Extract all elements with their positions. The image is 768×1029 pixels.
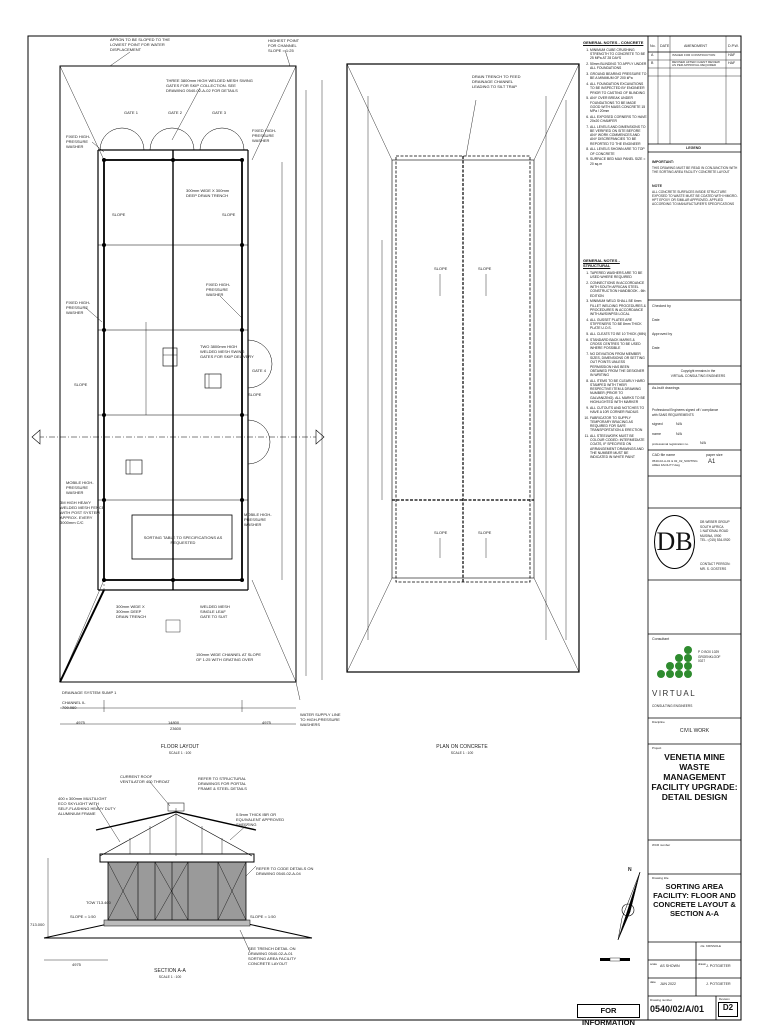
paper-size-value: A1 [708, 459, 716, 465]
notes-structural-item: 5. ALL CLEATS TO BE 10 THICK (MIN) [590, 332, 647, 336]
ngl-level: 713.000 [30, 922, 45, 927]
approved-label: Approved by [652, 332, 673, 336]
gates-note: THREE 3800mm HIGH WELDED MESH SWING GATES FOR SKIP COLLECTION. SEE DRAWING 0540-02-A-02 FOR DETAILS [166, 78, 253, 93]
water-supply-note: WATER SUPPLY LINE TO HIGH-PRESSURE WASHERS [300, 712, 341, 727]
copyright-text: Copyright remains in the VIRTUAL CONSULTING ENGINEERS [670, 369, 726, 378]
notes-concrete-heading: GENERAL NOTES - CONCRETE [583, 40, 644, 45]
important-text: THIS DRAWING MUST BE READ IN CONJUNCTION WITH THE SORTING AREA FACILITY CONCRETE LAYOUT [652, 166, 738, 174]
channel-il-label: CHANNEL IL 709.960 [62, 700, 86, 710]
revision-value: D2 [718, 1002, 738, 1017]
consultant-address: P O BOX 1029 GROENKLOOF 0027 [698, 650, 721, 663]
fence-note: 3M HIGH HEAVY WELDED MESH FENCE WITH POST SYSTEM APPROX. EVERY 3000mm C/C [60, 500, 105, 525]
signed-label: signed [652, 422, 663, 426]
notes-structural-heading: GENERAL NOTES - STRUCTURAL [583, 258, 620, 268]
project-label: Project [652, 746, 662, 750]
drain-trench-concrete-note: DRAIN TRENCH TO FEED DRAINAGE CHANNEL LEADING TO SILT TRAP [472, 74, 521, 89]
cad-file-name: 0540-02-A-01 & 02_02_SORTING AREA FACILITY.dwg [652, 459, 698, 467]
notes-structural-item: 6. STANDARD BACK MARKS & CROSS CENTRES TO BE USED WHERE POSSIBLE [590, 338, 647, 351]
notes-concrete-item: 3. GROUND BEARING PRESSURE TO BE A MINIMUM OF 200 kPa [590, 72, 647, 80]
dim-right: 4975 [262, 720, 271, 725]
section-scale: SCALE 1 : 100 [158, 975, 182, 979]
prof-reg-label: professional registration no. [652, 442, 689, 446]
for-information-stamp: FOR INFORMATION [577, 1004, 640, 1018]
floor-layout-scale: SCALE 1 : 100 [168, 751, 192, 755]
notes-structural-item: 11. ALL STEELWORK MUST BE COLOUR CODED: INTERMEDIATE COATS, IF SPECIFIED ON ARRANGEMENT DRAWINGS AND THE NUMBER MUST BE INDICATED IN WHITE PAINT [590, 434, 647, 459]
rev-header-amendment: AMENDMENT [684, 44, 708, 48]
notes-concrete-item: 7. ALL LEVELS AND DIMENSIONS TO BE VERIFIED ON SITE BEFORE ANY WORK COMMENCES AND ANY DISCREPANCIES TO BE REPORTED TO THE ENGINEER [590, 125, 647, 146]
rev-b-no: B [651, 61, 654, 65]
concrete-slope-3: SLOPE [434, 530, 448, 535]
refer-details-note: REFER TO CODE DETAILS ON DRAWING 0540-02-A-04 [256, 866, 314, 876]
sorting-table-label: SORTING TABLE TO SPECIFICATIONS AS REQUESTED [143, 535, 223, 545]
north-arrow [618, 872, 640, 940]
client-address: DB WEBER GROUP SOUTH AFRICA 1 NATIONAL ROAD MUSINA, 0900 TEL.: (015) 534-0920 [700, 520, 731, 542]
concrete-slope-2: SLOPE [478, 266, 492, 271]
top-slab-level: TOW 713.460 [86, 900, 111, 905]
notes-structural-item: 10. FABRICATOR TO SUPPLY TEMPORARY BRACING AS REQUIRED FOR SAFE TRANSPORTATION & ERECTION [590, 416, 647, 433]
consultant-label: Consultant [652, 637, 670, 641]
welded-gate-note: WELDED MESH SINGLE LEAF GATE TO SUIT [200, 604, 230, 619]
discipline-value: CIVIL WORK [679, 728, 710, 734]
asbuilt-label: As-built drawings [652, 386, 680, 390]
rev-header-date: DATE [660, 44, 670, 48]
scale-label: scale [650, 962, 658, 966]
floor-layout-title: FLOOR LAYOUT [160, 744, 200, 750]
notes-concrete-list [583, 48, 647, 166]
slope-label-1: SLOPE [112, 212, 126, 217]
paper-size-label: paper size [706, 453, 723, 457]
dim-middle: 14800 [168, 720, 180, 725]
ventilator-note: CURRENT ROOF VENTILATOR 400 THROAT [120, 774, 170, 784]
slope-label-3: SLOPE [74, 382, 88, 387]
note-text: ALL CONCRETE SURFACES INSIDE STRUCTURE EXPOSED TO WASTE MUST BE COATED WITH HIMGRO-HPT EPOXY OR SIMILAR APPROVED. APPLIED ACCORDING TO MANUFACTURER'S SPECIFICATIONS [652, 190, 738, 206]
client-contact: CONTACT PERSON: MR. S. OOSTERS [700, 562, 731, 571]
virtual-logo-text: VIRTUAL [652, 689, 697, 698]
drain-trench-note-2: 300mm WIDE X 300mm DEEP DRAIN TRENCH [116, 604, 147, 619]
washer-label-1: FIXED HIGH- PRESSURE WASHER [66, 134, 91, 149]
washer-label-4: FIXED HIGH- PRESSURE WASHER [66, 300, 91, 315]
section-title: SECTION A-A [154, 968, 186, 974]
project-title: VENETIA MINE WASTE MANAGEMENT FACILITY UPGRADE: DETAIL DESIGN [651, 752, 738, 802]
wcr-label: WCR number [652, 843, 671, 847]
dim-total: 23600 [170, 726, 182, 731]
channel-note: 150mm WIDE CHANNEL AT SLOPE OF 1:25 WITH GRATING OVER [196, 652, 262, 662]
drawing-number: 0540/02/A/01 [650, 1004, 705, 1014]
drain-trench-note: 300mm WIDE X 300mm DEEP DRAIN TRENCH [186, 188, 230, 198]
delivery-gates-note: TWO 3800mm HIGH WELDED MESH SWING GATES FOR SKIP DELIVERY [200, 344, 254, 359]
slope-section-2: SLOPE = 1:50 [250, 914, 276, 919]
date-label-1: Date [652, 318, 660, 322]
apron-note: APRON TO BE SLOPED TO THE LOWEST POINT FOR WATER DISPLACEMENT [110, 37, 171, 52]
notes-structural-item: 4. ALL GUSSET PLATES ARE STIFFENERS TO BE 8mm THICK PLATE U.O.S. [590, 318, 647, 331]
discipline-label: Discipline [652, 720, 665, 724]
date-value: JUN 2022 [660, 982, 676, 986]
name-value: N/A [676, 432, 682, 436]
rev-header-no: No. [650, 44, 656, 48]
rev-a-text: ISSUED FOR CONSTRUCTION [672, 53, 716, 57]
concrete-slope-1: SLOPE [434, 266, 448, 271]
notes-concrete-item: 5. ANY OVER BREAK UNDER FOUNDATIONS TO BE MADE GOOD WITH MASS CONCRETE 15 MPa / 20mm [590, 96, 647, 113]
notes-structural-item: 9. ALL CUTOUTS AND NOTCHES TO HAVE A 10R CORNER RADIUS [590, 406, 647, 414]
sheeting-note: 0.5mm THICK IBR OR EQUIVALENT APPROVED SHEETING [236, 812, 285, 827]
dim-left: 4975 [76, 720, 85, 725]
designed-value: J.E. KRISSOLE [700, 944, 722, 948]
drawing-number-label: Drawing number [650, 998, 673, 1002]
drainage-sump-label: DRAINAGE SYSTEM SUMP 1 [62, 690, 117, 695]
gate-4-label: GATE 4 [252, 368, 266, 373]
drawn-value: J. POTGIETER [706, 964, 731, 968]
notes-concrete-item: 2. 50mm BLINDING TO APPLY UNDER ALL FOUNDATIONS [590, 62, 647, 70]
important-heading: IMPORTANT: [652, 160, 674, 164]
notes-concrete-item: 8. ALL LEVELS SHOWN ARE TO TOP OF CONCRETE [590, 147, 647, 155]
slope-label-4: SLOPE [248, 392, 262, 397]
sheet-title-label: Drawing title [652, 876, 669, 880]
checked-label: Checked by [652, 304, 671, 308]
cad-file-label: CAD file name [652, 453, 676, 457]
notes-concrete-item: 1. MINIMUM CUBE CRUSHING STRENGTH TO CONCRETE TO BE 25 MPa AT 28 DAYS [590, 48, 647, 61]
notes-structural-list [583, 271, 647, 459]
mobile-washer-label-1: MOBILE HIGH- PRESSURE WASHER [66, 480, 94, 495]
floor-layout-plan [32, 50, 324, 724]
date-label-2: Date [652, 346, 660, 350]
rev-a-dpw: HAF [728, 53, 736, 57]
drawn-label: drawn [698, 962, 707, 966]
revision-label: Revision [719, 997, 730, 1001]
plan-concrete-title: PLAN ON CONCRETE [436, 744, 488, 750]
notes-structural-item: 1. TAPERED WASHERS ARE TO BE USED WHERE REQUIRED [590, 271, 647, 279]
virtual-logo-mark [657, 646, 692, 678]
scale-bar [600, 958, 630, 961]
gate-3-label: GATE 3 [212, 110, 226, 115]
north-label: N [628, 867, 632, 873]
plan-concrete-scale: SCALE 1 : 100 [450, 751, 474, 755]
notes-structural-item: 3. MINIMUM WELD SHALL BE 6mm FILLET WELDING PROCEDURES & PROCEDURES IN ACCORDANCE WITH AWS/WPS5 LOCAL [590, 299, 647, 316]
gate-2-label: GATE 2 [168, 110, 182, 115]
db-logo: DB [654, 515, 695, 569]
compliance-label: Professional Engineers signed off / compliance with SANS REQUIREMENTS [652, 408, 719, 417]
section-dim: 4975 [72, 962, 81, 967]
notes-concrete-item: 6. ALL EXPOSED CORNERS TO HAVE 20x20 CHAMFER [590, 115, 647, 123]
concrete-plan [347, 64, 579, 672]
notes-concrete-item: 4. ALL FOUNDATION EXCAVATIONS TO BE INSPECTED BY ENGINEER PRIOR TO CASTING OF BLINDING [590, 82, 647, 95]
legend-heading: LEGEND [686, 146, 701, 150]
washer-label-2: FIXED HIGH- PRESSURE WASHER [252, 128, 277, 143]
date-label: date [650, 980, 656, 984]
washer-label-3: FIXED HIGH- PRESSURE WASHER [206, 282, 231, 297]
note-heading: NOTE [652, 184, 662, 188]
rev-b-dpw: HAF [728, 61, 736, 65]
rev-header-dpw: D.P.W. [728, 44, 739, 48]
general-notes-structural [583, 258, 647, 461]
gate-1-label: GATE 1 [124, 110, 138, 115]
name-label: name [652, 432, 661, 436]
notes-structural-item: 2. CONNECTIONS IN ACCORDANCE WITH SOUTH AFRICAN STEEL CONSTRUCTION HANDBOOK - 6th EDITION [590, 281, 647, 298]
sheet-title: SORTING AREA FACILITY: FLOOR AND CONCRETE LAYOUT & SECTION A-A [653, 882, 736, 918]
prof-reg-value: N/A [700, 441, 706, 445]
checked-value: J. POTGIETER [706, 982, 731, 986]
notes-structural-item: 8. ALL ITEMS TO BE CLEARLY HARD STAMPED WITH THEIR RESPECTIVE ITEM & DRAWING NUMBER (PRIOR TO GALVANIZING). ALL MARKS TO BE HIGHLIGHTED WITH MARKER [590, 379, 647, 404]
concrete-slope-4: SLOPE [478, 530, 492, 535]
virtual-sub-text: CONSULTING ENGINEERS [652, 704, 693, 708]
skylight-note: 400 x 300mm MULTILIGHT ECO SKYLIGHT WITH SELF-FLASHING HEAVY DUTY ALUMINIUM FRAME [58, 796, 116, 816]
signed-value: N/A [676, 422, 682, 426]
general-notes-concrete [583, 40, 647, 167]
trench-detail-note: SEE TRENCH DETAIL ON DRAWING 0540-02-A-01 SORTING AREA FACILITY CONCRETE LAYOUT [248, 946, 297, 966]
rev-b-text: REVISED AFTER CLIENT REVIEW AS PER APPROVAL REQUIRED [672, 60, 720, 68]
notes-structural-item: 7. NO DEVIATION FROM MEMBER SIZES, DIMENSIONS OR SETTING OUT POINTS UNLESS PERMISSION HAS BEEN OBTAINED FROM THE DESIGNER IN WRITING [590, 352, 647, 377]
slope-section-1: SLOPE = 1:50 [70, 914, 96, 919]
portal-frame-note: REFER TO STRUCTURAL DRAWINGS FOR PORTAL FRAME & STEEL DETAILS [198, 776, 247, 791]
mobile-washer-label-2: MOBILE HIGH- PRESSURE WASHER [244, 512, 272, 527]
rev-a-no: A [651, 53, 654, 57]
notes-concrete-item: 9. SURFACE BED MAX PANEL SIZE = 20 sq.m [590, 157, 647, 165]
highest-point-note: HIGHEST POINT FOR CHANNEL SLOPE = 1:25 [268, 38, 300, 53]
slope-label-2: SLOPE [222, 212, 236, 217]
scale-value: AS SHOWN [660, 964, 680, 968]
